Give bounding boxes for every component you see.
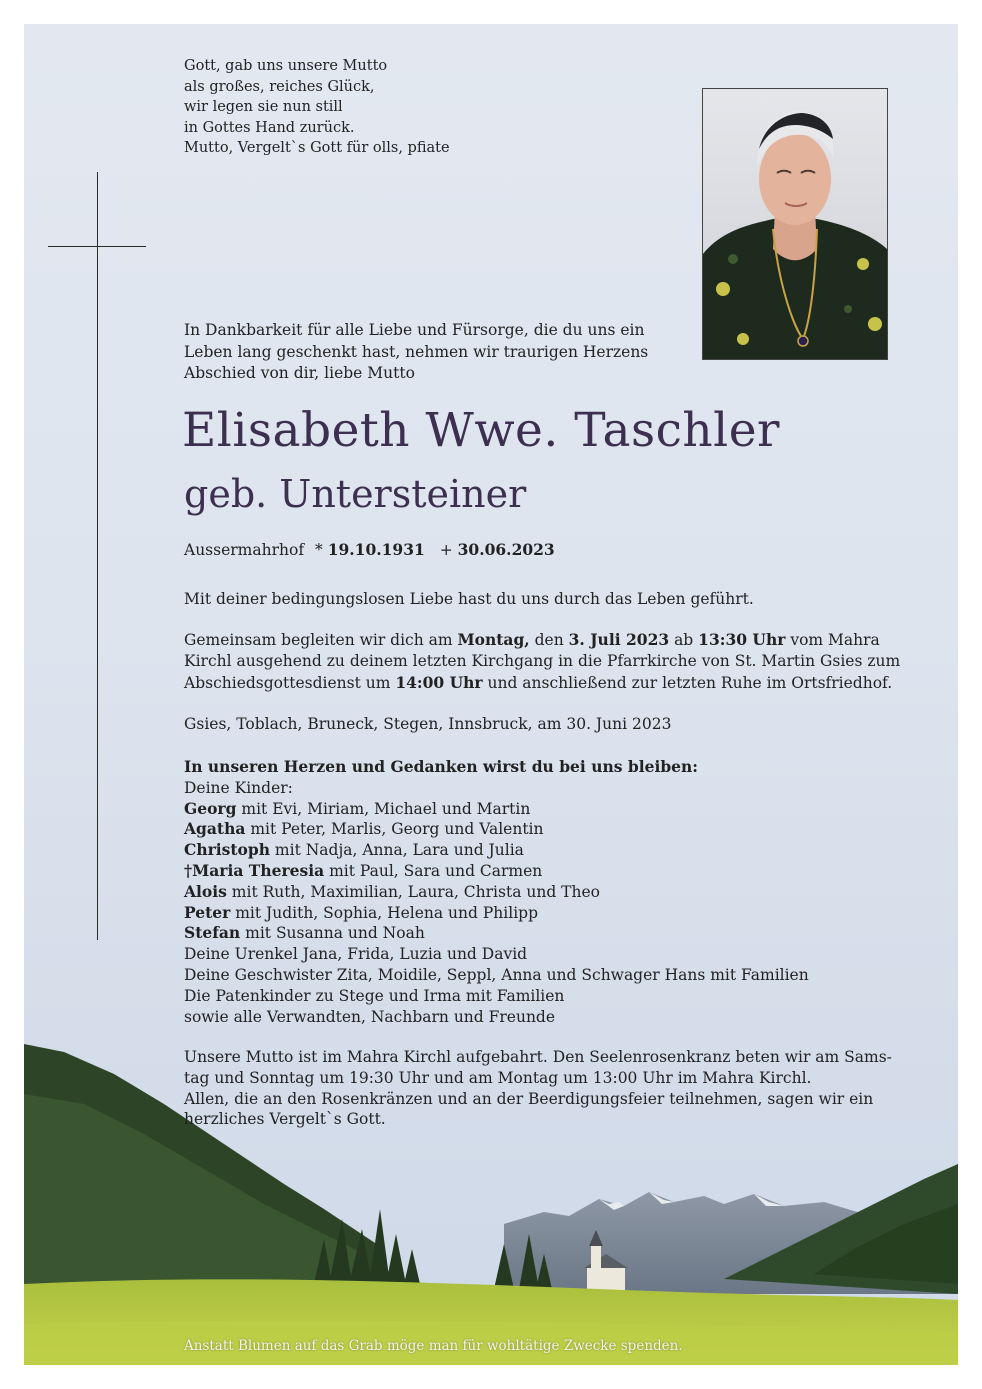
child-family: mit Ruth, Maximilian, Laura, Christa und Theo — [226, 882, 601, 901]
donation-note: Anstatt Blumen auf das Grab möge man für wohltätige Zwecke spenden. — [184, 1338, 683, 1354]
child-name: Stefan — [184, 923, 241, 943]
child-entry — [184, 903, 904, 924]
death-symbol-icon: + — [439, 541, 453, 559]
intro-text — [184, 320, 704, 385]
child-entry — [184, 923, 904, 944]
text-segment: vom Mahra — [785, 631, 880, 649]
closing-line: herzliches Vergelt`s Gott. — [184, 1110, 386, 1129]
child-family: mit Paul, Sara und Carmen — [324, 861, 543, 880]
child-name: Christoph — [184, 840, 270, 860]
closing-line: Allen, die an den Rosenkränzen und an der Beerdigungsfeier teilnehmen, sagen wir ein — [184, 1089, 874, 1108]
family-heading — [184, 757, 904, 778]
poem-line: wir legen sie nun still — [184, 99, 343, 116]
intro-line: Leben lang geschenkt hast, nehmen wir traurigen Herzens — [184, 342, 649, 361]
poem-line: Gott, gab uns unsere Mutto — [184, 58, 388, 74]
birth-date: 19.10.1931 — [327, 540, 425, 559]
child-entry — [184, 799, 904, 820]
child-family: mit Evi, Miriam, Michael und Martin — [236, 799, 531, 818]
poem-line: als großes, reiches Glück, — [184, 78, 375, 95]
funeral-date: 3. Juli 2023 — [568, 630, 670, 649]
death-date: 30.06.2023 — [457, 540, 555, 559]
text-segment: Gemeinsam begleiten wir dich am — [184, 631, 458, 649]
portrait-photo — [702, 88, 888, 360]
deceased-name: Elisabeth Wwe. Taschler — [182, 403, 780, 458]
child-entry — [184, 840, 904, 861]
text-segment: Abschiedsgottesdienst um — [184, 674, 396, 692]
funeral-line: Kirchl ausgehend zu deinem letzten Kirchgang in die Pfarrkirche von St. Martin Gsies zum — [184, 652, 901, 670]
funeral-line — [184, 672, 904, 694]
child-entry — [184, 861, 904, 882]
child-family: mit Judith, Sophia, Helena und Philipp — [230, 903, 538, 922]
relatives-line: Die Patenkinder zu Stege und Irma mit Familien — [184, 986, 565, 1005]
funeral-day: Montag, — [457, 630, 530, 649]
poem — [184, 56, 524, 159]
funeral-details — [184, 629, 904, 694]
family-list — [184, 757, 904, 1027]
funeral-time: 13:30 Uhr — [698, 630, 786, 649]
place-name: Aussermahrhof — [184, 541, 305, 559]
child-name: Agatha — [184, 819, 246, 839]
child-family: mit Susanna und Noah — [240, 924, 425, 943]
maiden-name: geb. Untersteiner — [184, 472, 527, 516]
child-entry — [184, 882, 904, 903]
child-name: Georg — [184, 798, 237, 818]
relatives-line: sowie alle Verwandten, Nachbarn und Freunde — [184, 1007, 556, 1026]
relatives-line: Deine Urenkel Jana, Frida, Luzia und David — [184, 945, 528, 964]
child-name: †Maria Theresia — [184, 860, 325, 880]
service-time: 14:00 Uhr — [395, 673, 483, 692]
child-family: mit Peter, Marlis, Georg und Valentin — [245, 820, 544, 839]
child-family: mit Nadja, Anna, Lara und Julia — [270, 841, 524, 860]
relatives-line: Deine Geschwister Zita, Moidile, Seppl, Anna und Schwager Hans mit Familien — [184, 965, 809, 984]
poem-line: in Gottes Hand zurück. — [184, 119, 355, 136]
cross-vertical-line — [97, 172, 98, 940]
birth-symbol-icon: * — [315, 541, 323, 559]
cross-horizontal-line — [48, 246, 146, 247]
closing-line: Unsere Mutto ist im Mahra Kirchl aufgebahrt. Den Seelenrosenkranz beten wir am Sams- — [184, 1048, 892, 1066]
places-and-date: Gsies, Toblach, Bruneck, Stegen, Innsbruck, am 30. Juni 2023 — [184, 715, 672, 733]
life-dates — [184, 539, 555, 561]
child-name: Peter — [184, 902, 231, 922]
funeral-line — [184, 629, 904, 651]
child-name: Alois — [184, 881, 227, 901]
text-segment: den — [529, 631, 569, 649]
poem-line: Mutto, Vergelt`s Gott für olls, pfiate — [184, 140, 450, 157]
children-label: Deine Kinder: — [184, 778, 293, 797]
child-entry — [184, 819, 904, 840]
text-segment: und anschließend zur letzten Ruhe im Ortsfriedhof. — [482, 674, 893, 692]
closing-text — [184, 1047, 904, 1130]
text-segment: ab — [669, 631, 699, 649]
obituary-card — [24, 24, 958, 1365]
tribute-sentence: Mit deiner bedingungslosen Liebe hast du uns durch das Leben geführt. — [184, 590, 754, 608]
intro-line: In Dankbarkeit für alle Liebe und Fürsorge, die du uns ein — [184, 321, 645, 339]
intro-line: Abschied von dir, liebe Mutto — [184, 364, 415, 382]
closing-line: tag und Sonntag um 19:30 Uhr und am Montag um 13:00 Uhr im Mahra Kirchl. — [184, 1068, 812, 1087]
heading-text: In unseren Herzen und Gedanken wirst du bei uns bleiben: — [184, 757, 699, 776]
